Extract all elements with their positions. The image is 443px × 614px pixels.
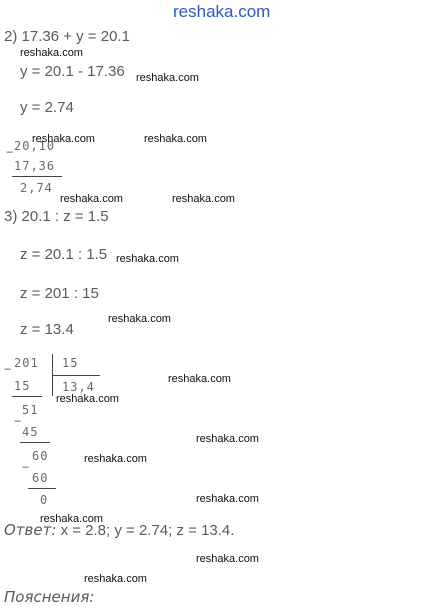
minus-sign: − [22, 460, 31, 474]
watermark: reshaka.com [56, 393, 119, 405]
col-top: 20,10 [14, 139, 56, 153]
div-row: 45 [22, 425, 39, 439]
div-dividend: 201 [14, 356, 39, 370]
div-row: 15 [14, 379, 31, 393]
watermark: reshaka.com [196, 433, 259, 445]
watermark: reshaka.com [172, 193, 235, 205]
step2-line1: y = 20.1 - 17.36 [20, 63, 125, 80]
watermark: reshaka.com [116, 253, 179, 265]
step3-equation: 3) 20.1 : z = 1.5 [4, 208, 109, 225]
minus-sign: − [4, 362, 13, 376]
watermark: reshaka.com [168, 373, 231, 385]
watermark: reshaka.com [60, 193, 123, 205]
col-result: 2,74 [20, 181, 53, 195]
step2-line2: y = 2.74 [20, 99, 74, 116]
watermark: reshaka.com [144, 133, 207, 145]
step3-line2: z = 201 : 15 [20, 285, 99, 302]
watermark: reshaka.com [108, 313, 171, 325]
watermark: reshaka.com [40, 513, 103, 525]
div-quotient-line [52, 375, 100, 376]
div-divisor: 15 [62, 356, 79, 370]
div-row: 51 [22, 403, 39, 417]
watermark: reshaka.com [32, 133, 95, 145]
div-row-line [20, 442, 50, 443]
watermark: reshaka.com [196, 493, 259, 505]
answer-text: x = 2.8; y = 2.74; z = 13.4. [60, 522, 235, 539]
answer-label: Ответ: [4, 521, 57, 539]
watermark: reshaka.com [136, 72, 199, 84]
site-title: reshaka.com [173, 2, 271, 21]
watermark: reshaka.com [196, 553, 259, 565]
col-line [12, 176, 62, 177]
step3-line1: z = 20.1 : 1.5 [20, 246, 108, 263]
div-row-line [28, 488, 56, 489]
answer-line [4, 521, 234, 539]
div-quotient: 13,4 [62, 380, 95, 394]
div-row: 0 [40, 493, 49, 507]
step3-line3: z = 13.4 [20, 321, 74, 338]
div-row: 60 [32, 471, 49, 485]
div-row-line [12, 396, 42, 397]
explanation-heading: Пояснения: [4, 588, 95, 606]
watermark: reshaka.com [84, 453, 147, 465]
div-row: 60 [32, 449, 49, 463]
watermark: reshaka.com [84, 573, 147, 585]
col-mid: 17,36 [14, 159, 56, 173]
step2-equation: 2) 17.36 + y = 20.1 [4, 28, 130, 45]
minus-sign: − [14, 414, 23, 428]
minus-sign: − [6, 145, 15, 159]
watermark: reshaka.com [20, 47, 83, 59]
